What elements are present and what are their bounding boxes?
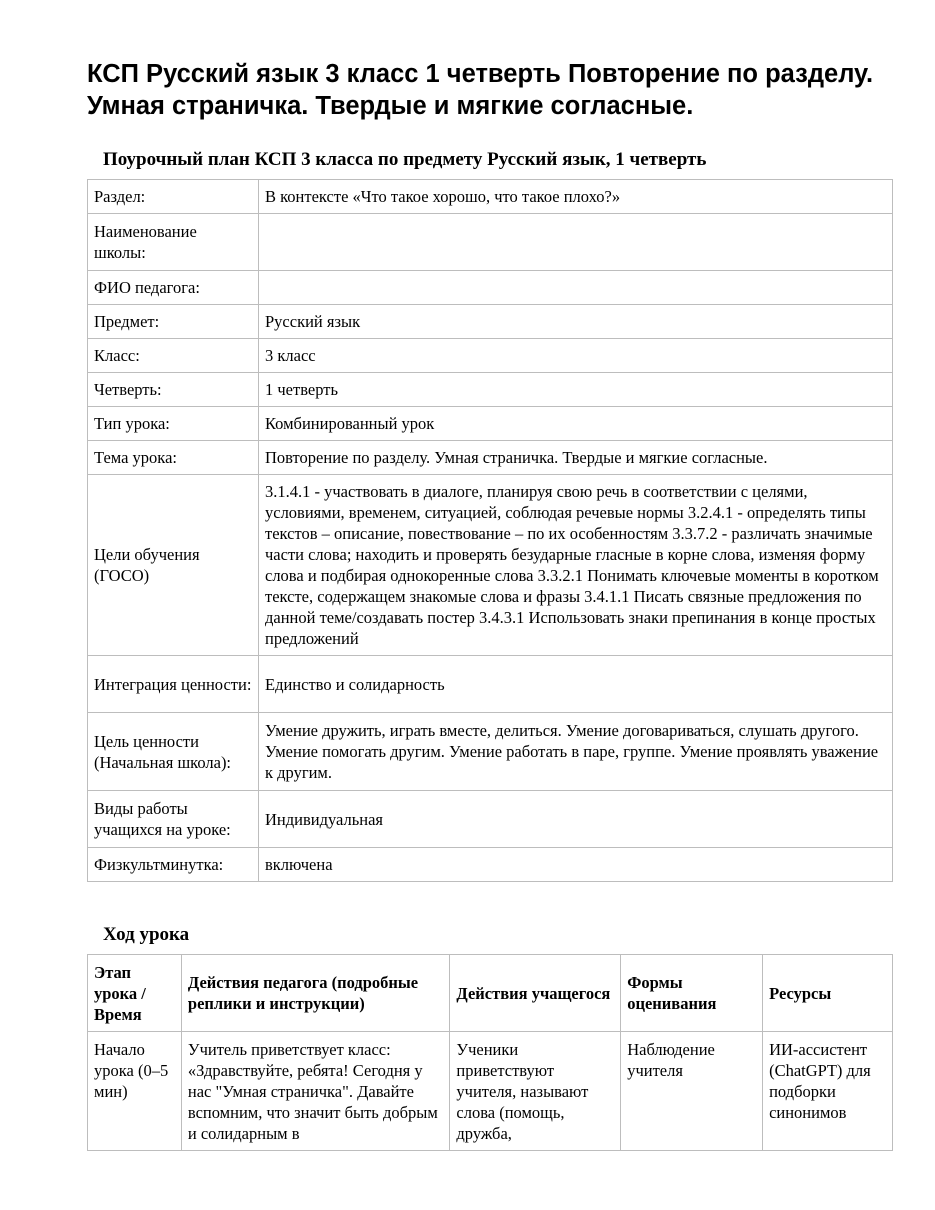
table-row <box>88 441 893 475</box>
row-label: Предмет: <box>88 305 259 339</box>
row-value: Повторение по разделу. Умная страничка. Твердые и мягкие согласные. <box>259 441 893 475</box>
column-header-stage: Этап урока / Время <box>88 955 182 1032</box>
document-title: КСП Русский язык 3 класс 1 четверть Повторение по разделу. Умная страничка. Твердые и мягкие согласные. <box>87 60 874 120</box>
lesson-heading: Ход урока <box>103 924 190 945</box>
row-label: Цели обучения (ГОСО) <box>88 475 259 656</box>
table-row <box>88 1032 893 1151</box>
plan-subtitle: Поурочный план КСП 3 класса по предмету Русский язык, 1 четверть <box>103 149 707 170</box>
row-label: Виды работы учащихся на уроке: <box>88 791 259 848</box>
row-label: Тип урока: <box>88 407 259 441</box>
resources-cell <box>763 1032 893 1151</box>
stage-cell <box>88 1032 182 1151</box>
column-header-student: Действия учащегося <box>450 955 621 1032</box>
table-row <box>88 656 893 713</box>
row-value: Умение дружить, играть вместе, делиться. Умение договариваться, слушать другого. Умение помогать другим. Умение работать в паре, группе. Умение проявлять уважение к другим. <box>259 713 893 791</box>
table-row <box>88 407 893 441</box>
row-label: Интеграция ценности: <box>88 656 259 713</box>
table-row <box>88 713 893 791</box>
row-label: Класс: <box>88 339 259 373</box>
assessment-cell <box>621 1032 763 1151</box>
row-label: Тема урока: <box>88 441 259 475</box>
row-value: 3 класс <box>259 339 893 373</box>
table-row <box>88 848 893 882</box>
row-value <box>259 214 893 271</box>
lesson-plan-table <box>87 179 893 882</box>
table-row <box>88 475 893 656</box>
row-value: 1 четверть <box>259 373 893 407</box>
row-label: ФИО педагога: <box>88 271 259 305</box>
lesson-flow-table <box>87 954 893 1151</box>
row-value: В контексте «Что такое хорошо, что такое плохо?» <box>259 180 893 214</box>
resources-text: ИИ-ассистент (ChatGPT) для подборки синонимов <box>769 1040 871 1122</box>
row-value: Индивидуальная <box>259 791 893 848</box>
row-label: Раздел: <box>88 180 259 214</box>
row-value: Единство и солидарность <box>259 656 893 713</box>
student-text: Ученики приветствуют учителя, называют слова (помощь, дружба, <box>456 1040 589 1143</box>
row-value: Русский язык <box>259 305 893 339</box>
table-row <box>88 339 893 373</box>
column-header-teacher: Действия педагога (подробные реплики и инструкции) <box>181 955 450 1032</box>
table-row <box>88 373 893 407</box>
table-header-row <box>88 955 893 1032</box>
row-label: Физкультминутка: <box>88 848 259 882</box>
teacher-cell <box>181 1032 450 1151</box>
row-value: 3.1.4.1 - участвовать в диалоге, планируя свою речь в соответствии с целями, условиями, временем, ситуацией, соблюдая речевые нормы 3.2.4.1 - определять типы текстов – описание, повествование – по их особенностям 3.3.7.2 - различать значимые части слова; находить и проверять безударные гласные в корне слова, изменяя форму слова и подбирая однокоренные слова 3.3.2.1 Понимать ключевые моменты в коротком тексте, содержащем знакомые слова и фразы 3.4.1.1 Писать связные предложения по данной теме/создавать постер 3.4.3.1 Использовать знаки препинания в конце простых предложений <box>259 475 893 656</box>
table-row <box>88 180 893 214</box>
row-label: Цель ценности (Начальная школа): <box>88 713 259 791</box>
teacher-text: Учитель приветствует класс: «Здравствуйте, ребята! Сегодня у нас "Умная страничка". Давайте вспомним, что значит быть добрым и солидарным в <box>187 1040 438 1143</box>
table-row <box>88 791 893 848</box>
table-row <box>88 214 893 271</box>
column-header-resources: Ресурсы <box>763 955 893 1032</box>
column-header-assessment: Формы оценивания <box>621 955 763 1032</box>
table-row <box>88 271 893 305</box>
row-value: Комбинированный урок <box>259 407 893 441</box>
row-label: Наименование школы: <box>88 214 259 271</box>
stage-text: Начало урока (0–5 мин) <box>94 1040 169 1101</box>
table-row <box>88 305 893 339</box>
row-label: Четверть: <box>88 373 259 407</box>
row-value: включена <box>259 848 893 882</box>
assessment-text: Наблюдение учителя <box>627 1040 715 1080</box>
student-cell <box>450 1032 621 1151</box>
row-value <box>259 271 893 305</box>
